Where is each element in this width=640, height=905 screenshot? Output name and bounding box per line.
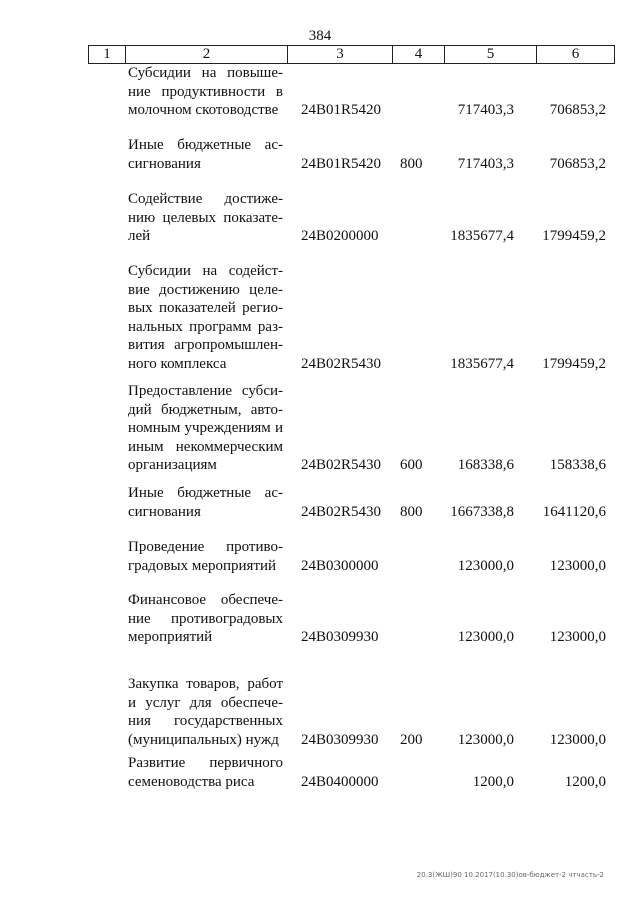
row-name-line: нальных программ раз- [128, 318, 283, 335]
row-name-line: Субсидии на повыше- [128, 65, 283, 81]
row-value-col6: 706853,2 [549, 155, 606, 172]
row-name-line: Закупка товаров, работ [128, 676, 283, 692]
column-header-1: 1 [89, 46, 126, 64]
row-value-col5: 123000,0 [457, 629, 514, 645]
row-code: 24В02R5430 [301, 457, 382, 473]
row-value-col5: 1835677,4 [450, 228, 514, 244]
row-name-line: Иные бюджетные ас- [128, 485, 283, 501]
row-name-line: ние противоградовых [128, 610, 283, 627]
row-name-line: лей [128, 228, 151, 244]
row-value-col6: 706853,2 [549, 102, 606, 118]
row-expense-type: 800 [400, 503, 423, 520]
row-name [128, 754, 283, 791]
row-name-line: Развитие первичного [128, 755, 283, 771]
row-name-line: мероприятий [128, 629, 213, 645]
row-name-line: ного комплекса [128, 355, 227, 372]
row-name [128, 675, 283, 749]
row-name [128, 538, 283, 575]
row-value-col5: 1835677,4 [450, 355, 514, 372]
row-name-line: молочном скотоводстве [128, 102, 279, 118]
row-name-line: организациям [128, 457, 217, 473]
row-name-line: иным некоммерческим [128, 438, 283, 455]
row-name-line: семеноводства риса [128, 773, 255, 790]
column-header-2: 2 [126, 46, 288, 64]
row-name-line: вых показателей регио- [128, 300, 283, 316]
column-header-6: 6 [537, 46, 615, 64]
row-name-line: (муниципальных) нужд [128, 731, 279, 748]
row-name-line: ние продуктивности в [128, 83, 283, 100]
row-name [128, 190, 283, 246]
row-name [128, 64, 283, 120]
row-code: 24В0400000 [301, 773, 379, 790]
row-name-line: Финансовое обеспече- [128, 592, 283, 608]
row-code: 24В02R5430 [301, 503, 382, 520]
row-code: 24В0309930 [301, 629, 379, 645]
row-value-col6: 1200,0 [564, 773, 606, 790]
row-name [128, 262, 283, 373]
row-name-line: ния государственных [128, 713, 283, 729]
row-name-line: Проведение противо- [128, 539, 283, 555]
row-value-col6: 158338,6 [549, 457, 606, 473]
column-header-5: 5 [445, 46, 537, 64]
row-code: 24В0309930 [301, 731, 379, 748]
row-code: 24В01R5420 [301, 102, 382, 118]
column-header-table [88, 45, 615, 64]
row-name [128, 136, 283, 173]
row-name-line: Предоставление субси- [128, 383, 283, 399]
row-name-line: Субсидии на содейст- [128, 263, 283, 279]
row-name-line: сигнования [128, 155, 201, 172]
row-value-col5: 123000,0 [457, 557, 514, 574]
row-value-col6: 1799459,2 [542, 228, 606, 244]
row-name-line: Иные бюджетные ас- [128, 137, 283, 153]
row-name-line: номным учреждениям и [128, 420, 283, 436]
footer-doc-code: 20.3(ЖШ)90 10.2017(10.30)ов-бюджет-2 чтчасть-2 [416, 871, 604, 879]
row-value-col6: 1641120,6 [542, 503, 606, 520]
row-name-line: градовых мероприятий [128, 557, 277, 574]
row-name-line: сигнования [128, 503, 201, 520]
row-name-line: и услуг для обеспече- [128, 694, 283, 711]
row-name-line: Содействие достиже- [128, 191, 283, 207]
column-header-3: 3 [288, 46, 393, 64]
row-name-line: нию целевых показате- [128, 209, 283, 226]
row-value-col6: 123000,0 [549, 731, 606, 748]
row-name [128, 484, 283, 521]
row-value-col5: 1667338,8 [450, 503, 514, 520]
row-value-col6: 123000,0 [549, 557, 606, 574]
row-value-col5: 123000,0 [457, 731, 514, 748]
row-code: 24В01R5420 [301, 155, 382, 172]
row-expense-type: 200 [400, 731, 423, 748]
row-value-col5: 1200,0 [472, 773, 514, 790]
row-name [128, 591, 283, 647]
page-number: 384 [308, 28, 332, 44]
column-header-4: 4 [393, 46, 445, 64]
row-name [128, 382, 283, 475]
row-code: 24В0300000 [301, 557, 379, 574]
row-name-line: вие достижению целе- [128, 281, 283, 298]
row-value-col5: 717403,3 [457, 102, 514, 118]
row-expense-type: 600 [400, 457, 423, 473]
row-code: 24В02R5430 [301, 355, 382, 372]
row-value-col6: 1799459,2 [542, 355, 606, 372]
row-value-col6: 123000,0 [549, 629, 606, 645]
row-name-line: дий бюджетным, авто- [128, 401, 283, 418]
row-value-col5: 717403,3 [457, 155, 514, 172]
row-expense-type: 800 [400, 155, 423, 172]
row-value-col5: 168338,6 [457, 457, 514, 473]
row-code: 24В0200000 [301, 228, 379, 244]
row-name-line: вития агропромышлен- [128, 337, 283, 353]
